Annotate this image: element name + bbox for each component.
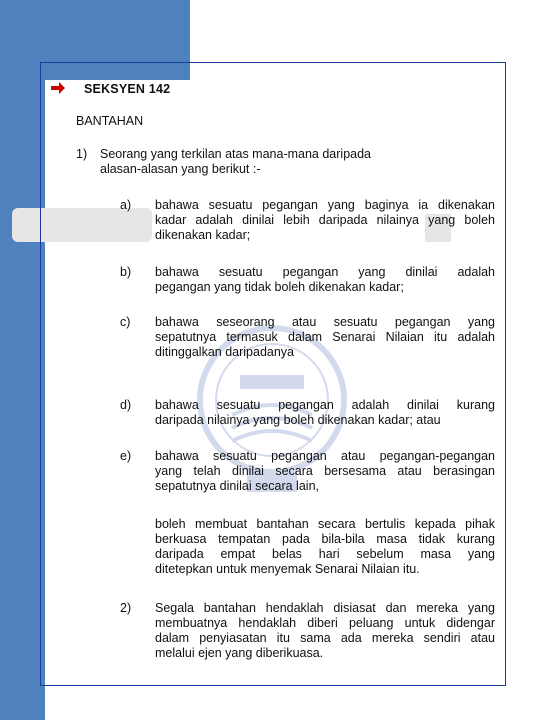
- clause-2-line: Segala bantahan hendaklah disiasat dan mereka yang: [155, 601, 495, 615]
- item-line: pegangan yang tidak boleh dikenakan kadar;: [155, 280, 404, 294]
- item-e-label: e): [120, 449, 132, 463]
- clause-2-text: [155, 601, 495, 661]
- item-line: bahawa sesuatu pegangan yang baginya ia dikenakan: [155, 198, 495, 212]
- item-line: daripada nilainya yang boleh dikenakan kadar; atau: [155, 413, 441, 427]
- clause-2-line: melalui ejen yang diberikuasa.: [155, 646, 324, 660]
- clause-2-line: membuatnya hendaklah diberi peluang untuk didengar: [155, 616, 495, 630]
- closing-line: berkuasa tempatan pada bila-bila masa tidak kurang: [155, 532, 495, 546]
- clause-1-line: alasan-alasan yang berikut :-: [100, 162, 261, 176]
- item-d-label: d): [120, 398, 132, 412]
- item-line: sepatutnya dinilai secara lain,: [155, 479, 319, 493]
- closing-paragraph: [155, 517, 495, 577]
- clause-1-line: Seorang yang terkilan atas mana-mana daripada: [100, 147, 372, 161]
- clause-2-line: dalam penyiasatan itu sama ada mereka sendiri atau: [155, 631, 495, 645]
- item-a-label: a): [120, 198, 132, 212]
- subheading: BANTAHAN: [76, 114, 144, 128]
- item-line: kadar adalah dinilai lebih daripada nilainya yang boleh: [155, 213, 495, 227]
- clause-1-number: 1): [76, 147, 88, 161]
- section-heading: SEKSYEN 142: [84, 82, 171, 96]
- clause-2-number: 2): [120, 601, 132, 615]
- item-line: yang telah dinilai secara bersesama atau berasingan: [155, 464, 495, 478]
- clause-1-text: [100, 147, 430, 177]
- closing-line: boleh membuat bantahan secara bertulis kepada pihak: [155, 517, 495, 531]
- item-a-text: [155, 198, 495, 243]
- item-line: bahawa sesuatu pegangan atau pegangan-pegangan: [155, 449, 495, 463]
- closing-line: daripada empat belas hari sebelum masa yang: [155, 547, 495, 561]
- item-line: bahawa sesuatu pegangan yang dinilai adalah: [155, 265, 495, 279]
- item-c-text: [155, 315, 495, 360]
- item-b-text: [155, 265, 495, 295]
- item-c-label: c): [120, 315, 131, 329]
- item-line: ditinggalkan daripadanya: [155, 345, 294, 359]
- item-line: dikenakan kadar;: [155, 228, 251, 242]
- item-b-label: b): [120, 265, 132, 279]
- item-line: bahawa sesuatu pegangan adalah dinilai kurang: [155, 398, 495, 412]
- item-d-text: [155, 398, 495, 428]
- arrow-right-icon: [49, 79, 67, 97]
- left-blue-band: [0, 0, 45, 720]
- item-e-text: [155, 449, 495, 494]
- item-line: sepatutnya termasuk dalam Senarai Nilaian itu adalah: [155, 330, 495, 344]
- item-line: bahawa seseorang atau sesuatu pegangan yang: [155, 315, 495, 329]
- closing-line: ditetepkan untuk menyemak Senarai Nilaian itu.: [155, 562, 420, 576]
